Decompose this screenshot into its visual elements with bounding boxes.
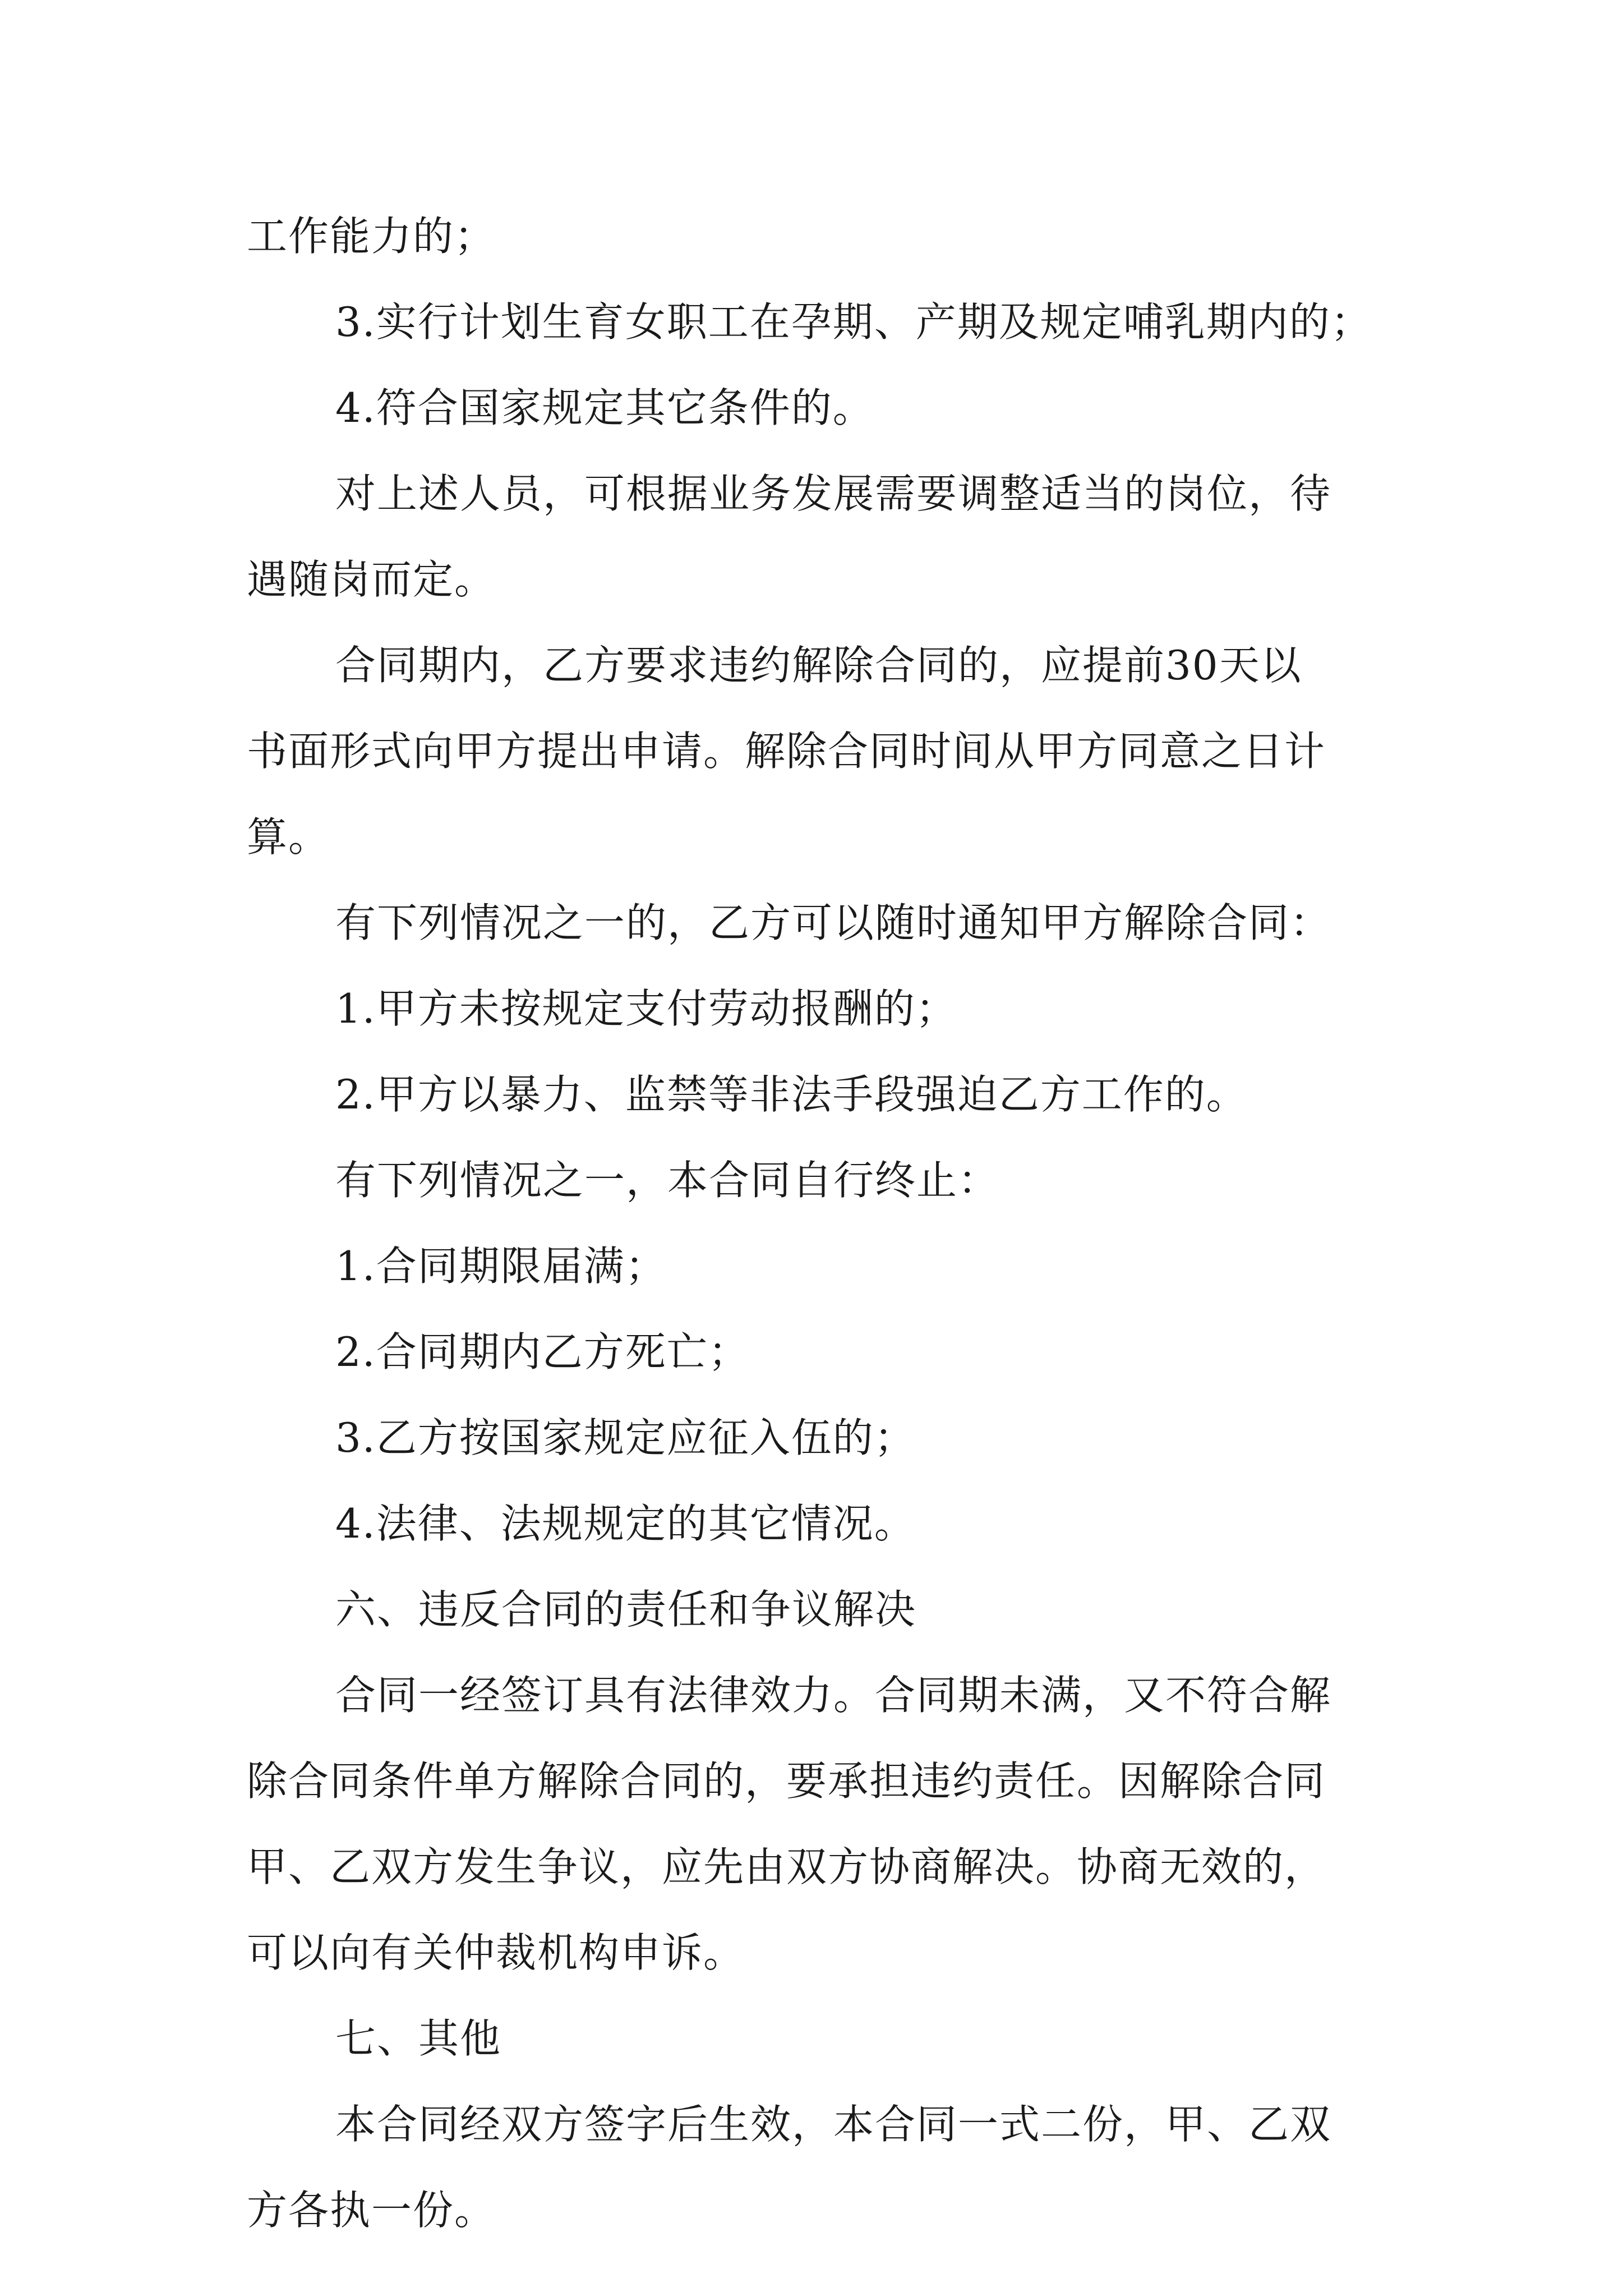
paragraph-line: 有下列情况之一的，乙方可以随时通知甲方解除合同： (335, 899, 1332, 946)
list-item: 2.甲方以暴力、监禁等非法手段强迫乙方工作的。 (335, 1071, 1248, 1118)
list-item: 3.乙方按国家规定应征入伍的； (335, 1414, 916, 1461)
section-heading: 六、违反合同的责任和争议解决 (335, 1586, 917, 1633)
list-item: 2.合同期内乙方死亡； (335, 1328, 750, 1375)
paragraph-line: 书面形式向甲方提出申请。解除合同时间从甲方同意之日计 (247, 728, 1326, 775)
paragraph-line: 方各执一份。 (247, 2187, 496, 2234)
list-item: 1.甲方未按规定支付劳动报酬的； (335, 985, 957, 1032)
paragraph-line: 对上述人员，可根据业务发展需要调整适当的岗位，待 (335, 470, 1332, 517)
paragraph-line: 可以向有关仲裁机构申诉。 (247, 1929, 745, 1976)
paragraph-line: 算。 (247, 813, 330, 861)
paragraph-line: 除合同条件单方解除合同的，要承担违约责任。因解除合同 (247, 1757, 1326, 1805)
list-item: 1.合同期限届满； (335, 1243, 667, 1290)
list-item: 4.法律、法规规定的其它情况。 (335, 1500, 916, 1547)
paragraph-line: 合同一经签订具有法律效力。合同期未满，又不符合解 (335, 1672, 1332, 1719)
paragraph-line: 遇随岗而定。 (247, 556, 496, 603)
text-line: 工作能力的； (247, 213, 496, 260)
section-heading: 七、其他 (335, 2015, 502, 2062)
paragraph-line: 本合同经双方签字后生效，本合同一式二份，甲、乙双 (335, 2101, 1332, 2148)
list-item: 4.符合国家规定其它条件的。 (335, 384, 874, 431)
paragraph-line: 合同期内，乙方要求违约解除合同的，应提前30天以 (335, 642, 1302, 689)
paragraph-line: 甲、乙双方发生争议，应先由双方协商解决。协商无效的， (247, 1843, 1326, 1890)
paragraph-line: 有下列情况之一，本合同自行终止： (335, 1157, 1000, 1204)
list-item: 3.实行计划生育女职工在孕期、产期及规定哺乳期内的； (335, 298, 1372, 346)
